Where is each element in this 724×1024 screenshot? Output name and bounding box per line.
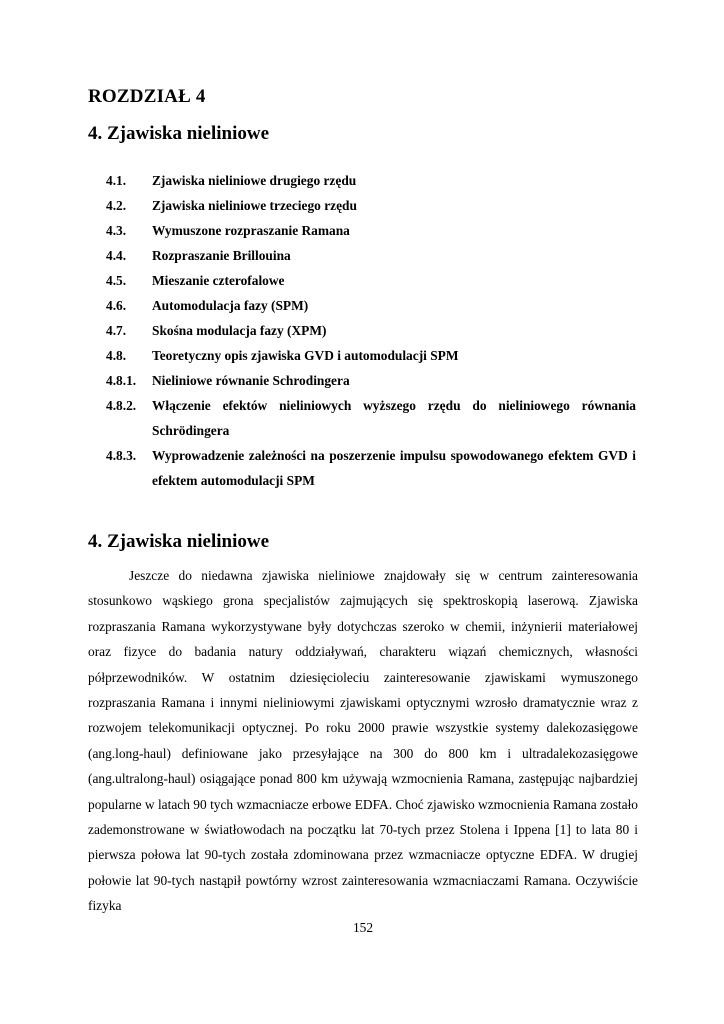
toc-title: Skośna modulacja fazy (XPM) xyxy=(152,323,327,338)
toc-item xyxy=(106,193,636,218)
toc-number: 4.3. xyxy=(106,223,127,238)
toc-title: Automodulacja fazy (SPM) xyxy=(152,298,309,313)
toc-title: Zjawiska nieliniowe trzeciego rzędu xyxy=(152,198,357,213)
toc-number: 4.4. xyxy=(106,248,127,263)
toc-item xyxy=(106,168,636,193)
section-heading: 4. Zjawiska nieliniowe xyxy=(88,531,270,552)
toc-title: Mieszanie czterofalowe xyxy=(152,273,285,288)
toc-item xyxy=(106,318,636,343)
toc-item xyxy=(106,218,636,243)
body-paragraph-text: Jeszcze do niedawna zjawiska nieliniowe znajdowały się w centrum zainteresowania stosunkowo wąskiego grona specjalistów zajmujących się spektroskopią laserową. Zjawiska rozpraszania Ramana wykorzystywane były dotychczas szeroko w chemii, inżynierii materiałowej oraz fizyce do badania natury oddziaływań, charakteru wiązań chemicznych, własności półprzewodników. W ostatnim dziesięcioleciu zainteresowanie zjawiskami wymuszonego rozpraszania Ramana i innymi nieliniowymi zjawiskami optycznymi wzrosło dramatycznie wraz z rozwojem telekomunikacji optycznej. Po roku 2000 prawie wszystkie systemy dalekozasięgowe (ang.long-haul) definiowane jako przesyłające na 300 do 800 km i ultradalekozasięgowe (ang.ultralong-haul) osiągające ponad 800 km używają wzmocnienia Ramana, zastępując najbardziej popularne w latach 90 tych wzmacniacze erbowe EDFA. Choć zjawisko wzmocnienia Ramana zostało zademonstrowane w światłowodach na początku lat 70-tych przez Stolena i Ippena [1] to lata 80 i pierwsza połowa lat 90-tych została zdominowana przez wzmacniacze optyczne EDFA. W drugiej połowie lat 90-tych nastąpił powtórny wzrost zainteresowania wzmacniaczami Ramana. Oczywiście fizyka xyxy=(88,568,638,914)
table-of-contents xyxy=(106,168,636,493)
toc-item xyxy=(106,243,636,268)
toc-number: 4.5. xyxy=(106,273,127,288)
toc-title: Zjawiska nieliniowe drugiego rzędu xyxy=(152,173,357,188)
chapter-title: 4. Zjawiska nieliniowe xyxy=(88,123,270,144)
toc-title: Wymuszone rozpraszanie Ramana xyxy=(152,223,350,238)
toc-number: 4.8. xyxy=(106,348,127,363)
toc-number: 4.8.2. xyxy=(106,398,137,413)
toc-number: 4.2. xyxy=(106,198,127,213)
toc-title: Wyprowadzenie zależności na poszerzenie impulsu spowodowanego efektem GVD i efektem automodulacji SPM xyxy=(152,448,636,488)
toc-item xyxy=(106,343,636,368)
toc-item xyxy=(106,368,636,393)
toc-number: 4.6. xyxy=(106,298,127,313)
toc-item xyxy=(106,293,636,318)
toc-item xyxy=(106,443,636,493)
toc-title: Rozpraszanie Brillouina xyxy=(152,248,291,263)
toc-number: 4.8.1. xyxy=(106,373,137,388)
body-paragraph xyxy=(88,563,638,919)
chapter-label: ROZDZIAŁ 4 xyxy=(88,86,206,107)
toc-title: Nieliniowe równanie Schrodingera xyxy=(152,373,350,388)
toc-item xyxy=(106,393,636,443)
page-number: 152 xyxy=(352,920,374,935)
toc-title: Włączenie efektów nieliniowych wyższego rzędu do nieliniowego równania Schrödingera xyxy=(152,398,636,438)
toc-number: 4.8.3. xyxy=(106,448,137,463)
toc-item xyxy=(106,268,636,293)
toc-title: Teoretyczny opis zjawiska GVD i automodulacji SPM xyxy=(152,348,459,363)
toc-number: 4.1. xyxy=(106,173,127,188)
toc-number: 4.7. xyxy=(106,323,127,338)
